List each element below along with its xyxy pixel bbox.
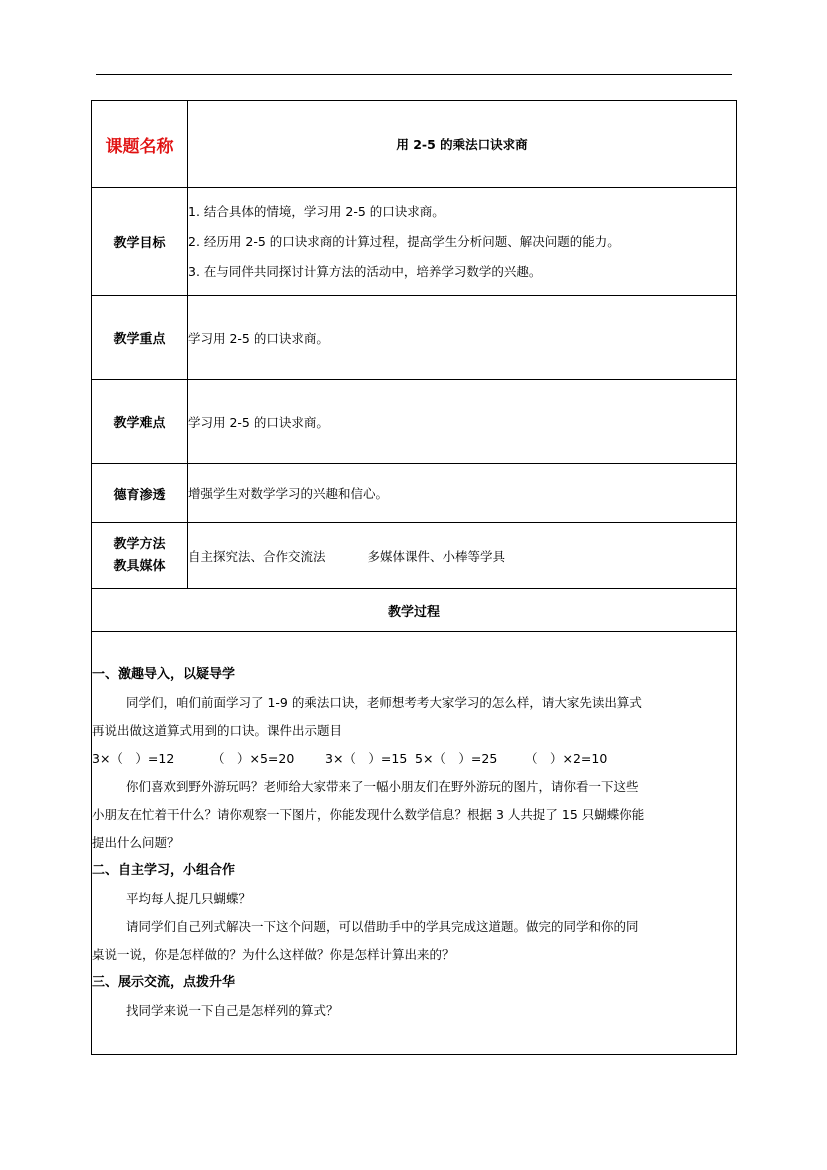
lesson-title: 用 2-5 的乘法口诀求商: [188, 101, 737, 188]
moral-value: 增强学生对数学学习的兴趣和信心。: [188, 464, 737, 523]
key-point-value: 学习用 2-5 的口诀求商。: [188, 296, 737, 380]
process-heading-row: [92, 589, 737, 632]
lesson-plan-table: [91, 100, 737, 1055]
goals-row: [92, 188, 737, 296]
difficulty-label: 教学难点: [92, 380, 188, 464]
paragraph-line: 你们喜欢到野外游玩吗？老师给大家带来了一幅小朋友们在野外游玩的图片，请你看一下这些: [126, 779, 639, 794]
method-value: [188, 523, 737, 589]
paragraph-line: 小朋友在忙着干什么？请你观察一下图片，你能发现什么数学信息？根据 3 人共捉了 15 只蝴蝶你能: [92, 807, 645, 822]
goals-cell: [188, 188, 737, 296]
paragraph-line: 平均每人捉几只蝴蝶？: [126, 891, 252, 906]
section-2-title: 二、自主学习，小组合作: [92, 863, 236, 878]
process-heading: 教学过程: [92, 589, 737, 632]
equation: 3×（ ）=12: [92, 751, 175, 766]
goal-item: 2. 经历用 2-5 的口诀求商的计算过程，提高学生分析问题、解决问题的能力。: [188, 233, 620, 249]
header-rule: [96, 74, 732, 75]
goals-label: 教学目标: [92, 188, 188, 296]
method-row: [92, 523, 737, 589]
equation: （ ）×5=20: [212, 751, 295, 766]
paragraph-line: 桌说一说，你是怎样做的？为什么这样做？你是怎样计算出来的？: [92, 947, 455, 962]
equation: （ ）×2=10: [525, 751, 608, 766]
key-point-row: [92, 296, 737, 380]
paragraph-line: 找同学来说一下自己是怎样列的算式？: [126, 1003, 339, 1018]
section-1-title: 一、激趣导入，以疑导学: [92, 667, 236, 682]
paragraph-line: 请同学们自己列式解决一下这个问题，可以借助手中的学具完成这道题。做完的同学和你的同: [126, 919, 639, 934]
goal-item: 3. 在与同伴共同探讨计算方法的活动中，培养学习数学的兴趣。: [188, 263, 542, 279]
equation: 3×（ ）=15: [325, 751, 408, 766]
title-label: 课题名称: [92, 101, 188, 188]
media-text: 多媒体课件、小棒等学具: [367, 548, 506, 564]
key-point-label: 教学重点: [92, 296, 188, 380]
paragraph-line: 再说出做这道算式用到的口诀。课件出示题目: [92, 723, 343, 738]
section-3-title: 三、展示交流，点拨升华: [92, 975, 236, 990]
title-row: [92, 101, 737, 188]
paragraph-line: 提出什么问题？: [92, 835, 180, 850]
equation: 5×（ ）=25: [415, 751, 498, 766]
moral-label: 德育渗透: [92, 464, 188, 523]
method-label: [92, 523, 188, 589]
moral-row: [92, 464, 737, 523]
process-content: [92, 632, 737, 1055]
goal-item: 1. 结合具体的情境，学习用 2-5 的口诀求商。: [188, 203, 445, 219]
method-label-line2: 教具媒体: [113, 558, 166, 574]
difficulty-row: [92, 380, 737, 464]
equation-list: [92, 745, 736, 773]
process-row: [92, 632, 737, 1055]
paragraph-line: 同学们，咱们前面学习了 1-9 的乘法口诀，老师想考考大家学习的怎么样，请大家先读出算式: [126, 695, 642, 710]
method-text: 自主探究法、合作交流法: [188, 548, 326, 564]
method-label-line1: 教学方法: [113, 536, 166, 552]
difficulty-value: 学习用 2-5 的口诀求商。: [188, 380, 737, 464]
